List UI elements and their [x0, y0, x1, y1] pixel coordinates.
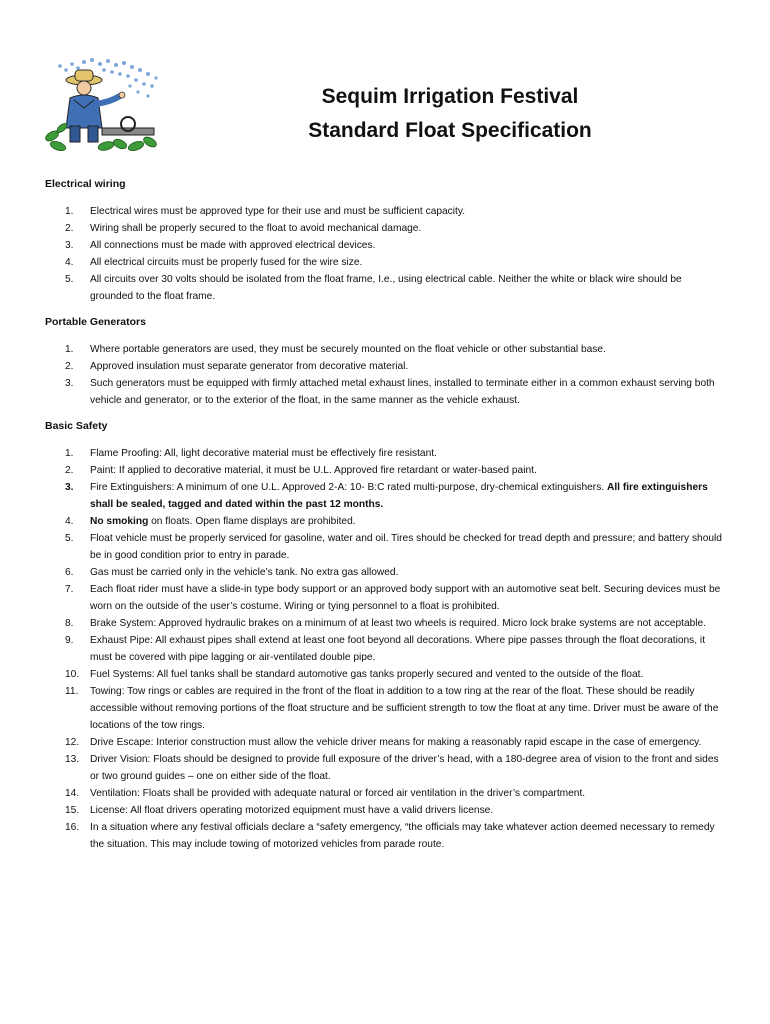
item-text: Fuel Systems: All fuel tanks shall be standard automotive gas tanks properly secured and vented to the outside of the float. [90, 669, 644, 680]
list-item [45, 632, 725, 666]
item-text: Such generators must be equipped with firmly attached metal exhaust lines, installed to terminate either in a common exhaust serving both vehicle and generator, or to the exterior of the float, in the same manner as the vehicle exhaust. [90, 378, 715, 406]
list-item [45, 530, 725, 564]
item-text: Brake System: Approved hydraulic brakes on a minimum of at least two wheels is required. Micro lock brake systems are not acceptable. [90, 618, 707, 629]
list-item [45, 802, 725, 819]
list-item [45, 254, 725, 271]
item-text: All electrical circuits must be properly fused for the wire size. [90, 257, 363, 268]
item-number: 2. [65, 361, 74, 372]
item-number: 1. [65, 448, 74, 459]
list-item [45, 375, 725, 409]
list-item [45, 358, 725, 375]
irrigation-farmer-logo [44, 56, 162, 154]
item-text: All circuits over 30 volts should be isolated from the float frame, I.e., using electrical cable. Neither the white or black wire should be grounded to the float frame. [90, 274, 682, 302]
item-number: 9. [65, 635, 74, 646]
list-item [45, 462, 725, 479]
item-text: Paint: If applied to decorative material, it must be U.L. Approved fire retardant or water-based paint. [90, 465, 537, 476]
item-text: Gas must be carried only in the vehicle’s tank. No extra gas allowed. [90, 567, 399, 578]
item-number: 1. [65, 344, 74, 355]
section-portable-generators [45, 315, 725, 409]
list-item [45, 581, 725, 615]
list-item [45, 513, 725, 530]
item-number: 10. [65, 669, 80, 680]
item-text: Where portable generators are used, they must be securely mounted on the float vehicle or other substantial base. [90, 344, 606, 355]
item-number: 2. [65, 223, 74, 234]
section-basic-safety [45, 419, 725, 853]
item-text: on floats. Open flame displays are prohibited. [148, 516, 356, 527]
item-number: 6. [65, 567, 74, 578]
item-number: 1. [65, 206, 74, 217]
item-text: Exhaust Pipe: All exhaust pipes shall extend at least one foot beyond all decorations. Where pipe passes through the float decorations, it must be covered with pipe lagging or air-ventilated double pipe. [90, 635, 706, 663]
item-text: Wiring shall be properly secured to the float to avoid mechanical damage. [90, 223, 422, 234]
item-number: 14. [65, 788, 80, 799]
item-text: Flame Proofing: All, light decorative material must be effectively fire resistant. [90, 448, 437, 459]
item-text: Driver Vision: Floats should be designed to provide full exposure of the driver’s head, with a 180-degree area of vision to the front and sides or two ground guides – one on either side of the float. [90, 754, 719, 782]
item-bold-lead: No smoking [90, 516, 149, 527]
item-number: 7. [65, 584, 74, 595]
section-heading: Portable Generators [45, 316, 146, 328]
item-bold-text: All fire extinguishers shall be sealed, tagged and dated within the past 12 months. [90, 482, 708, 510]
numbered-list [45, 341, 725, 409]
item-number: 4. [65, 516, 74, 527]
item-text: Float vehicle must be properly serviced for gasoline, water and oil. Tires should be checked for tread depth and pressure; and battery should be in good condition prior to entry in parade. [90, 533, 722, 561]
item-number: 12. [65, 737, 80, 748]
numbered-list [45, 445, 725, 853]
item-number: 3. [65, 378, 74, 389]
list-item [45, 751, 725, 785]
list-item [45, 479, 725, 513]
item-text: Electrical wires must be approved type for their use and must be sufficient capacity. [90, 206, 466, 217]
item-text: Drive Escape: Interior construction must allow the vehicle driver means for making a reasonably rapid escape in the case of emergency. [90, 737, 702, 748]
list-item [45, 341, 725, 358]
list-item [45, 445, 725, 462]
list-item [45, 564, 725, 581]
list-item [45, 237, 725, 254]
list-item [45, 734, 725, 751]
item-number: 16. [65, 822, 80, 833]
item-number: 15. [65, 805, 80, 816]
item-text: Fire Extinguishers: A minimum of one U.L. Approved 2-A: 10- B:C rated multi-purpose, dry-chemical extinguishers. [90, 482, 607, 493]
item-number: 2. [65, 465, 74, 476]
section-heading: Basic Safety [45, 420, 108, 432]
item-text: All connections must be made with approved electrical devices. [90, 240, 376, 251]
section-electrical-wiring [45, 177, 725, 305]
item-text: Ventilation: Floats shall be provided with adequate natural or forced air ventilation in the driver’s compartment. [90, 788, 586, 799]
document-body [45, 177, 725, 863]
item-text: In a situation where any festival officials declare a “safety emergency, “the officials may take whatever action deemed necessary to remedy the situation. This may include towing of motorized vehicles from parade route. [90, 822, 715, 850]
list-item [45, 220, 725, 237]
document-title: Sequim Irrigation Festival [321, 85, 579, 108]
item-number: 5. [65, 274, 74, 285]
item-number: 3. [65, 482, 74, 493]
list-item [45, 683, 725, 734]
list-item [45, 819, 725, 853]
list-item [45, 203, 725, 220]
list-item [45, 615, 725, 632]
item-number: 4. [65, 257, 74, 268]
item-text: Towing: Tow rings or cables are required in the front of the float in addition to a tow ring at the rear of the float. These should be readily accessible without removing portions of the float structure and be sufficient strength to tow the float at any time. Driver must be aware of the locations of the tow rings. [90, 686, 719, 731]
item-number: 8. [65, 618, 74, 629]
item-number: 3. [65, 240, 74, 251]
item-number: 13. [65, 754, 80, 765]
list-item [45, 271, 725, 305]
item-number: 5. [65, 533, 74, 544]
list-item [45, 785, 725, 802]
item-text: Each float rider must have a slide-in type body support or an approved body support with an automotive seat belt. Securing devices must be worn on the outside of the user’s costume. Wiring or tying personnel to a float is prohibited. [90, 584, 721, 612]
list-item [45, 666, 725, 683]
numbered-list [45, 203, 725, 305]
section-heading: Electrical wiring [45, 178, 126, 190]
item-number: 11. [65, 686, 79, 697]
item-text: Approved insulation must separate generator from decorative material. [90, 361, 409, 372]
document-subtitle: Standard Float Specification [308, 119, 592, 142]
item-text: License: All float drivers operating motorized equipment must have a valid drivers license. [90, 805, 494, 816]
